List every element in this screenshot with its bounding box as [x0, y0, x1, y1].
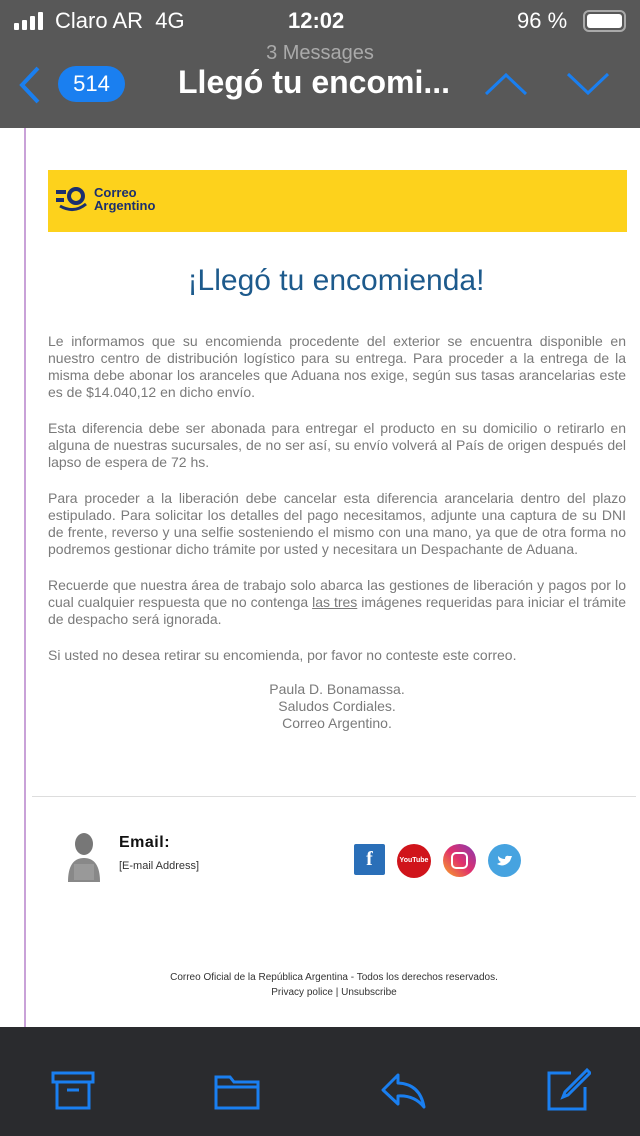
message-title: Llegó tu encomi...: [178, 64, 451, 100]
chevron-up-icon[interactable]: [484, 70, 528, 98]
bottom-toolbar: [0, 1027, 640, 1136]
correo-argentino-logo: Correo Argentino: [56, 186, 155, 212]
inline-link[interactable]: las tres: [312, 594, 358, 610]
footer-email: Email: [E-mail Address]: [119, 834, 200, 872]
chevron-down-icon[interactable]: [566, 70, 610, 98]
clock: 12:02: [288, 8, 345, 33]
folder-icon[interactable]: [214, 1067, 260, 1113]
battery-percent: 96 %: [517, 8, 568, 33]
compose-icon[interactable]: [545, 1067, 591, 1113]
user-avatar-icon: [66, 832, 102, 882]
unread-badge[interactable]: 514: [58, 66, 125, 102]
copyright: Correo Oficial de la República Argentina - Todos los derechos reservados. Privacy police | Unsubscribe: [170, 972, 498, 998]
archive-icon[interactable]: [50, 1067, 96, 1113]
paragraph: Recuerde que nuestra área de trabajo solo abarca las gestiones de liberación y pagos por lo cual cualquier respuesta que no contenga las tres imágenes requeridas para iniciar el trámite de despacho será ignorada.: [48, 577, 626, 627]
email-heading: ¡Llegó tu encomienda!: [187, 264, 485, 297]
paragraph: Esta diferencia debe ser abonada para entregar el producto en su domicilio o retirarlo en alguna de nuestras sucursales, de no ser así, su envío volverá al País de origen después del lapso de espera de 72 hs.: [48, 420, 626, 470]
social-links: [354, 844, 521, 878]
brand-banner: [48, 170, 627, 232]
privacy-link[interactable]: Privacy police: [271, 987, 333, 998]
paragraph: Le informamos que su encomienda procedente del exterior se encuentra disponible en nuestro centro de distribución logístico para su entrega. Para proceder a la entrega de la misma debe abonar los aranceles que Aduana nos exige, según sus tasas arancelarias este es de $14.040,12 en dicho envío.: [48, 333, 626, 400]
battery-icon: [583, 10, 626, 32]
signature: Paula D. Bonamassa. Saludos Cordiales. Correo Argentino.: [269, 681, 405, 731]
divider: [32, 796, 636, 797]
carrier: Claro AR 4G: [55, 8, 185, 33]
email-body: [24, 128, 640, 1027]
logo-icon: [56, 186, 88, 212]
twitter-icon[interactable]: [488, 844, 521, 877]
unsubscribe-link[interactable]: Unsubscribe: [341, 987, 397, 998]
email-text: [48, 333, 626, 732]
reply-icon[interactable]: [380, 1067, 426, 1113]
signal-icon: [14, 12, 43, 30]
paragraph: Para proceder a la liberación debe cancelar esta diferencia arancelaria dentro del plazo estipulado. Para solicitar los detalles del pago necesitamos, adjunte una captura de su DNI de frente, reverso y una selfie sosteniendo el mismo con una mano, ya que de otra forma no podremos gestionar dicho trámite por usted y necesitara un Despachante de Aduana.: [48, 490, 626, 557]
back-icon[interactable]: [16, 64, 44, 106]
youtube-icon[interactable]: YouTube: [397, 844, 431, 878]
paragraph: Si usted no desea retirar su encomienda, por favor no conteste este correo.: [48, 647, 517, 663]
instagram-icon[interactable]: [443, 844, 476, 877]
message-count: 3 Messages: [266, 42, 374, 64]
mail-header: [0, 0, 640, 128]
facebook-icon[interactable]: f: [354, 844, 385, 875]
